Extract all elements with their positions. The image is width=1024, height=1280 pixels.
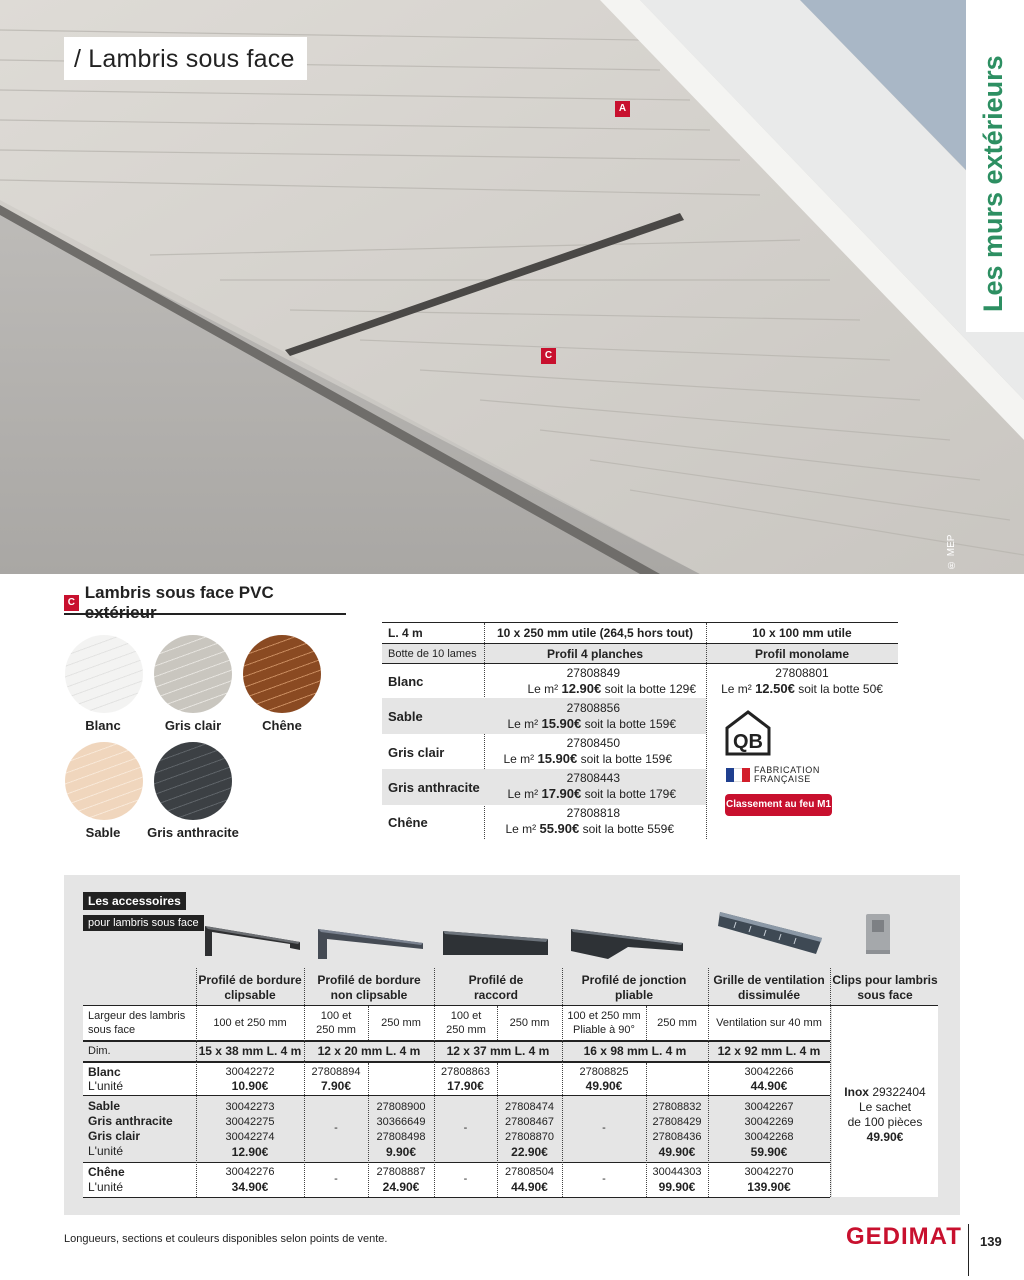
hero-photo — [0, 0, 1024, 574]
col2-subheader: Profil monolame — [754, 647, 849, 661]
clips-info: Inox 29322404 Le sachet de 100 pièces 49.90€ — [844, 1085, 926, 1144]
width-value: Ventilation sur 40 mm — [716, 1017, 822, 1029]
acc-cell: 27808504 44.90€ — [505, 1166, 554, 1194]
price-line: Le m² 17.90€ soit la botte 179€ — [507, 786, 676, 801]
profile-jonction-image — [568, 925, 686, 961]
acc-cell: 27808887 24.90€ — [376, 1166, 426, 1194]
ref: 27808443 — [566, 771, 620, 785]
profile-bordure-clipsable-image — [200, 920, 305, 960]
swatch-blanc — [65, 635, 143, 713]
row-label: Sable — [388, 709, 423, 724]
ref: 27808849 — [566, 666, 620, 680]
acc-cell: 30042267 30042269 30042268 59.90€ — [744, 1101, 794, 1159]
price-line: Le m² 15.90€ soit la botte 159€ — [507, 716, 676, 731]
photo-copyright: ® MEP — [946, 534, 957, 570]
ref: 27808450 — [566, 736, 620, 750]
section-badge: C — [64, 595, 79, 611]
acc-cell: 30042276 34.90€ — [225, 1166, 275, 1194]
swatch-label: Gris anthracite — [147, 825, 239, 840]
price-line: Le m² 55.90€ soit la botte 559€ — [505, 821, 674, 836]
col2-header: 10 x 100 mm utile — [752, 626, 852, 640]
acc-cell: 27808832 27808429 27808436 49.90€ — [652, 1101, 702, 1159]
acc-cell: - — [463, 1122, 468, 1134]
row-label: Gris anthracite — [388, 780, 480, 795]
acc-cell: - — [463, 1173, 468, 1185]
width-value: 250 mm — [657, 1017, 697, 1029]
acc-cell: 27808863 17.90€ — [441, 1066, 490, 1093]
price-line: Le m² 15.90€ soit la botte 159€ — [503, 751, 672, 766]
acc-cell: 30044303 99.90€ — [652, 1166, 702, 1194]
chapter-title: Les murs extérieurs — [978, 55, 1008, 312]
profile-raccord-image — [440, 925, 550, 961]
col1-header: 10 x 250 mm utile (264,5 hors tout) — [496, 626, 694, 640]
swatch-label: Blanc — [85, 718, 121, 733]
dim-label: Dim. — [88, 1045, 111, 1057]
width-value: 100 et 250 mm — [446, 1010, 486, 1036]
acc-cell: 27808474 27808467 27808870 22.90€ — [505, 1101, 554, 1159]
profile-bordure-non-clipsable-image — [315, 925, 425, 961]
swatch-label: Gris clair — [164, 718, 222, 733]
length-header: L. 4 m — [388, 626, 423, 640]
dim-value: 15 x 38 mm L. 4 m — [198, 1044, 302, 1058]
width-label: Largeur des lambris sous face — [88, 1010, 186, 1036]
swatch-gris-clair — [154, 635, 232, 713]
page-number: 139 — [980, 1234, 1002, 1249]
mono-price-line: Le m² 12.50€ soit la botte 50€ — [721, 681, 883, 696]
acc-cell: 27808900 30366649 27808498 9.90€ — [376, 1101, 426, 1159]
dim-value: 12 x 20 mm L. 4 m — [317, 1044, 421, 1058]
ref: 27808856 — [566, 701, 620, 715]
swatch-chene — [243, 635, 321, 713]
fabrication-francaise: FABRICATION FRANÇAISE — [754, 765, 820, 784]
price-line: Le m² 12.90€ soit la botte 129€ — [527, 681, 696, 696]
acc-header: Grille de ventilation dissimulée — [713, 973, 825, 1002]
col1-subheader: Profil 4 planches — [546, 647, 644, 661]
acc-cell: 30042270 139.90€ — [744, 1166, 794, 1194]
swatch-sable — [65, 742, 143, 820]
qb-logo — [725, 710, 771, 756]
page-title: / Lambris sous face — [64, 37, 307, 80]
french-flag-icon — [726, 768, 750, 782]
dim-value: 16 x 98 mm L. 4 m — [583, 1044, 687, 1058]
ref: 27808818 — [566, 806, 620, 820]
acc-header: Profilé de jonction pliable — [581, 973, 687, 1002]
row-label: Gris clair — [388, 745, 445, 760]
acc-cell: - — [602, 1122, 606, 1134]
sub-label: Botte de 10 lames — [388, 648, 477, 660]
row-multi-label: Sable Gris anthracite Gris clair L'unité — [88, 1099, 173, 1158]
grille-ventilation-image — [716, 908, 826, 958]
row-chene-label: Chêne L'unité — [88, 1165, 125, 1194]
soffit-illustration — [0, 0, 1024, 574]
width-value: 100 et 250 mm — [316, 1010, 356, 1036]
width-value: 250 mm — [509, 1017, 550, 1029]
acc-cell: 27808825 49.90€ — [579, 1066, 629, 1093]
acc-cell: - — [334, 1173, 338, 1185]
acc-cell: 30042272 10.90€ — [225, 1066, 275, 1093]
accessories-subtitle: pour lambris sous face — [83, 915, 204, 931]
fire-rating-badge: Classement au feu M1 — [725, 794, 832, 816]
accessories-title: Les accessoires — [83, 892, 186, 910]
acc-cell: 27808894 7.90€ — [311, 1066, 361, 1093]
footer-note: Longueurs, sections et couleurs disponibles selon points de vente. — [64, 1233, 388, 1245]
acc-cell: 30042266 44.90€ — [744, 1066, 794, 1093]
marker-c: C — [541, 348, 556, 364]
row-label: Blanc — [388, 674, 424, 689]
swatch-label: Chêne — [262, 718, 302, 733]
page-separator — [968, 1224, 969, 1276]
section-heading — [64, 583, 346, 622]
acc-header: Profilé de bordure clipsable — [198, 973, 302, 1002]
acc-header: Profilé de raccord — [468, 973, 524, 1002]
clips-image — [858, 910, 898, 958]
acc-cell: - — [602, 1173, 606, 1185]
acc-header: Profilé de bordure non clipsable — [317, 973, 421, 1002]
row-blanc-label: Blanc L'unité — [88, 1065, 123, 1093]
dim-value: 12 x 92 mm L. 4 m — [717, 1044, 821, 1058]
width-value: 250 mm — [381, 1017, 421, 1029]
mono-ref: 27808801 — [775, 666, 829, 680]
marker-a: A — [615, 101, 630, 117]
acc-cell: 30042273 30042275 30042274 12.90€ — [225, 1101, 275, 1159]
svg-text:QB: QB — [733, 731, 763, 753]
acc-header: Clips pour lambris sous face — [832, 973, 938, 1002]
acc-cell: - — [334, 1122, 338, 1134]
width-value: 100 et 250 mm — [213, 1017, 287, 1029]
swatch-gris-anthracite — [154, 742, 232, 820]
swatch-label: Sable — [85, 825, 121, 840]
width-value: 100 et 250 mm Pliable à 90° — [567, 1010, 641, 1036]
section-title: Lambris sous face PVC extérieur — [84, 583, 274, 622]
dim-value: 12 x 37 mm L. 4 m — [446, 1044, 550, 1058]
row-label: Chêne — [388, 815, 428, 830]
brand-logo: GEDIMAT — [846, 1223, 962, 1250]
